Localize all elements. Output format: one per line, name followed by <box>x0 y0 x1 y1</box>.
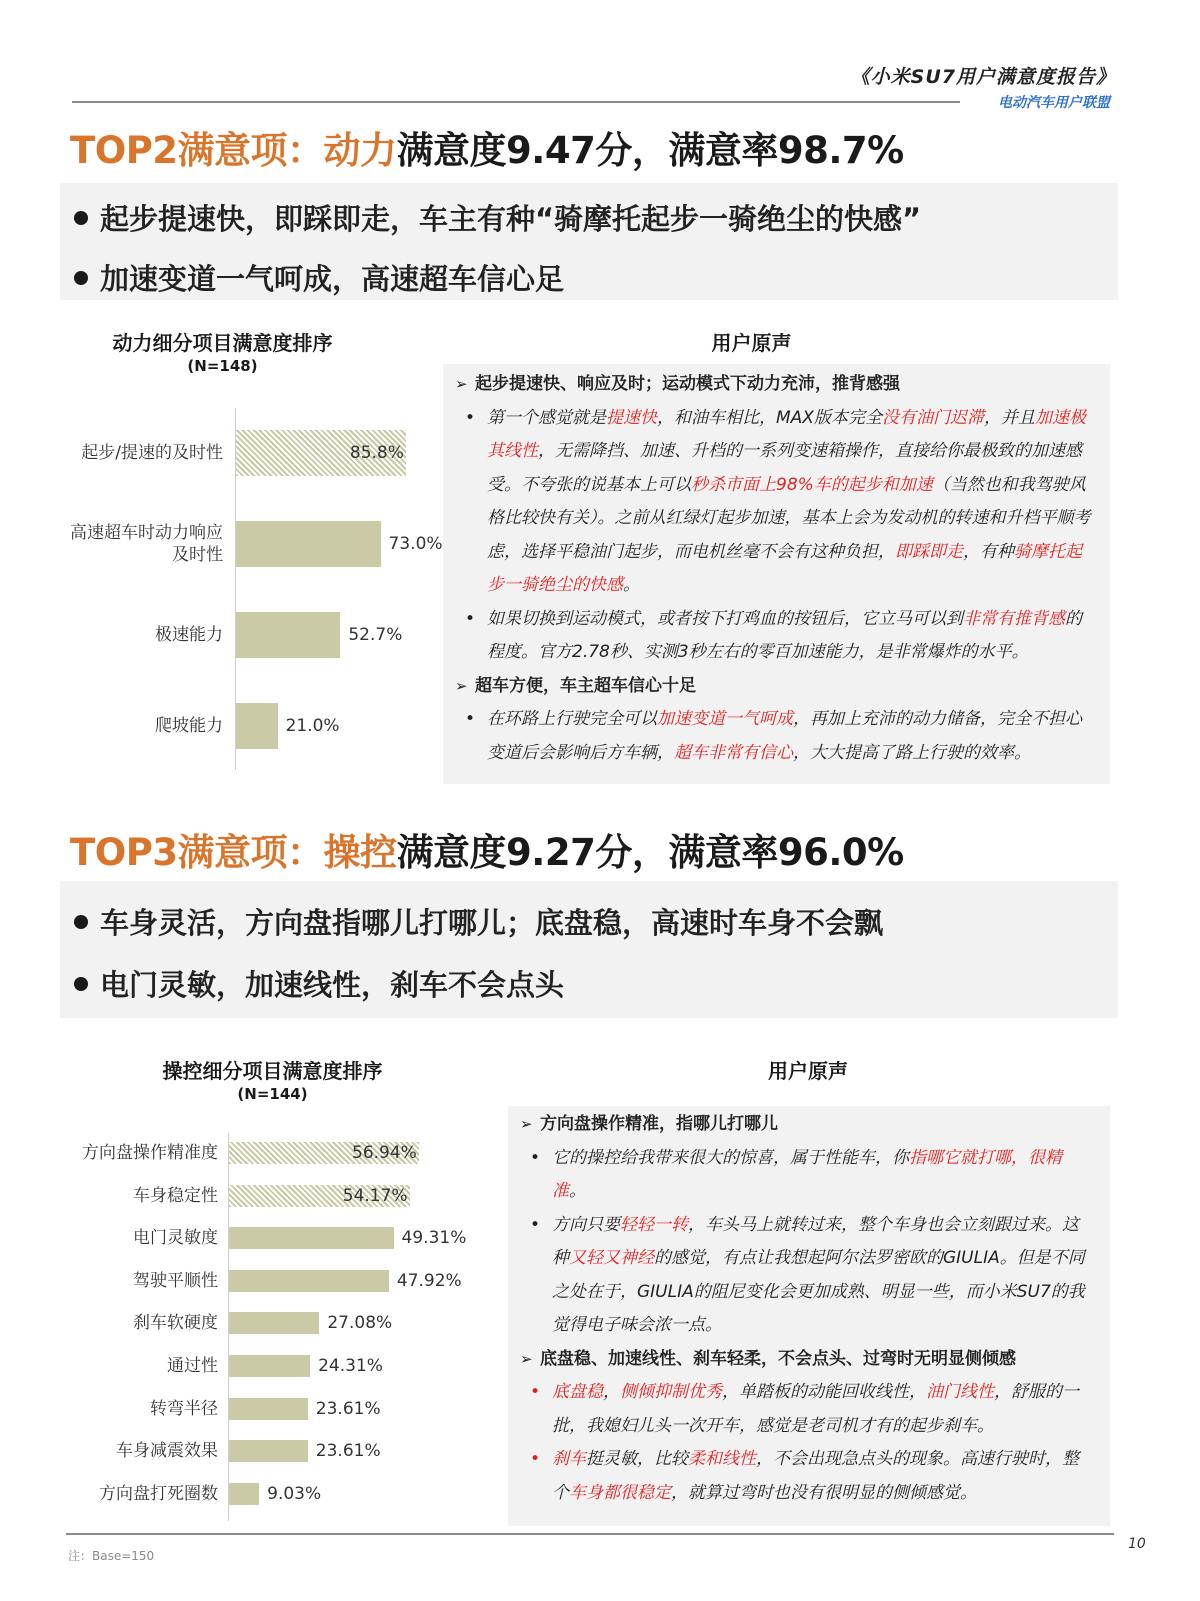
quote-text: ，并且 <box>983 407 1035 428</box>
bar <box>229 1312 319 1334</box>
quote-heading <box>520 1343 1092 1377</box>
quote-text: 起步提速快、响应及时；运动模式下动力充沛，推背感强 <box>475 374 900 394</box>
quote-highlight: 没有油门迟滞 <box>881 407 984 428</box>
bar <box>229 1270 389 1292</box>
quote-heading <box>520 1108 1092 1142</box>
bullet-dot-icon <box>74 977 88 991</box>
quote-text: 超车方便，车主超车信心十足 <box>475 675 696 696</box>
quote-text: ，无需降挡、加速、升档的一系列变速箱操作，直接给你最极致的加速感受。不夸张的说基本上可以 <box>487 441 1082 495</box>
quote-item <box>455 603 1092 670</box>
bar-category-label: 转弯半径 <box>150 1398 218 1419</box>
bar-category-label: 方向盘打死圈数 <box>99 1483 218 1504</box>
section2-highlights <box>60 881 1118 1018</box>
bar-category-label: 方向盘操作精准度 <box>82 1143 218 1163</box>
report-title: 《小米SU7用户满意度报告》 <box>850 66 1116 88</box>
section2-highlight-1: 车身灵活，方向盘指哪儿打哪儿；底盘稳，高速时车身不会飘 <box>74 901 883 942</box>
quote-text: ，单踏板的动能回收线性， <box>722 1382 926 1402</box>
bar-category-label: 极速能力 <box>155 625 223 645</box>
bar-value-label: 85.8% <box>349 443 404 463</box>
quote-text: ，舒服的一批，我媳妇儿头一次开车，感觉是老司机才有的起步刹车。 <box>552 1382 1079 1436</box>
bar <box>236 521 381 567</box>
quote-highlight: 柔和线性 <box>688 1449 756 1469</box>
bar-value-label: 73.0% <box>388 534 443 554</box>
bar-value-label: 9.03% <box>267 1483 322 1504</box>
bar-category-label: 起步/提速的及时性 <box>81 443 223 463</box>
section1-heading-rest: 满意度9.47分，满意率98.7% <box>396 129 904 172</box>
bar-value-label: 27.08% <box>327 1313 393 1334</box>
quote-text: ，大大提高了路上行驶的效率。 <box>793 742 1031 763</box>
quote-text: 在环路上行驶完全可以 <box>487 709 657 729</box>
quote-text: ， <box>603 1382 620 1402</box>
header-divider <box>72 101 960 103</box>
bar-value-label: 56.94% <box>352 1143 417 1163</box>
bar-value-label: 23.61% <box>315 1398 381 1419</box>
quote-heading <box>455 670 1092 704</box>
bullet-dot-icon <box>74 271 88 285</box>
section1-quotes-title: 用户原声 <box>711 331 792 355</box>
quote-item <box>520 1142 1092 1209</box>
quote-text: ，不会出现急点头的现象。高速行驶时，整个 <box>552 1449 1079 1503</box>
bar <box>229 1227 394 1249</box>
bar <box>229 1398 308 1420</box>
bar-value-label: 23.61% <box>315 1441 381 1462</box>
quote-text: （当然也和我驾驶风格比较快有关）。之前从红绿灯起步加速，基本上会为发动机的转速和升档平顺考虑，选择平稳油门起步，而电机丝毫不会有这种负担， <box>487 474 1091 562</box>
page-number: 10 <box>1128 1536 1146 1552</box>
quote-highlight: 车身都很稳定 <box>569 1482 671 1503</box>
quote-item <box>455 402 1092 603</box>
bar <box>236 703 278 749</box>
quote-text: 挺灵敏，比较 <box>586 1449 688 1469</box>
quote-highlight: 骑摩托起步一骑绝尘的快感 <box>487 541 1082 595</box>
quote-highlight: 提速快 <box>606 407 657 428</box>
bar-value-label: 52.7% <box>348 625 403 645</box>
quote-highlight: 底盘稳 <box>552 1382 603 1402</box>
section1-chart-subtitle: (N=148) <box>187 357 258 375</box>
bar-category-label: 驾驶平顺性 <box>133 1270 218 1291</box>
section1-highlights <box>60 183 1118 300</box>
bar-value-label: 24.31% <box>318 1356 383 1376</box>
quote-text: ，和油车相比，MAX版本完全 <box>657 407 882 428</box>
quote-text: 如果切换到运动模式，或者按下打鸡血的按钮后，它立马可以到 <box>487 608 963 629</box>
quote-text: 的感觉，有点让我想起阿尔法罗密欧的GIULIA。但是不同之处在于，GIULIA的阻尼变化会更加成熟、明显一些，而小米SU7的我觉得电子味会浓一点。 <box>552 1248 1085 1335</box>
quote-text: 。 <box>569 1181 586 1201</box>
bullet-dot-icon <box>74 211 88 225</box>
quote-highlight: 非常有推背感 <box>963 608 1065 629</box>
section2-highlight-2: 电门灵敏，加速线性，刹车不会点头 <box>74 963 564 1004</box>
bar-category-label: 通过性 <box>167 1356 218 1376</box>
footer-divider <box>66 1533 1114 1535</box>
quote-text: 。 <box>623 575 640 595</box>
bar-category-label: 高速超车时动力响应及时性 <box>70 523 223 565</box>
bar-category-label: 车身稳定性 <box>133 1185 218 1206</box>
quote-highlight: 刹车 <box>552 1449 586 1469</box>
section2-quotes-list <box>520 1108 1092 1510</box>
org-name: 电动汽车用户联盟 <box>998 95 1110 111</box>
quote-text: 底盘稳、加速线性、刹车轻柔，不会点头、过弯时无明显侧倾感 <box>540 1348 1016 1369</box>
bar-category-label: 车身减震效果 <box>116 1441 218 1462</box>
quote-text: ，再加上充沛的动力储备，完全不担心变道后会影响后方车辆， <box>487 709 1082 763</box>
bar-value-label: 49.31% <box>401 1228 467 1249</box>
bar-category-label: 爬坡能力 <box>155 716 223 736</box>
quote-text: ，有种 <box>963 541 1014 562</box>
quote-text: 它的操控给我带来很大的惊喜，属于性能车，你 <box>552 1147 909 1168</box>
quote-item <box>455 703 1092 770</box>
quote-highlight: 超车非常有信心 <box>674 742 793 763</box>
section2-heading-rest: 满意度9.27分，满意率96.0% <box>396 831 904 874</box>
section1-heading <box>70 120 904 174</box>
section2-heading <box>70 822 904 876</box>
section2-heading-accent: TOP3满意项：操控 <box>70 831 397 874</box>
quote-highlight: 即踩即走 <box>895 541 963 562</box>
section1-highlight-1: 起步提速快，即踩即走，车主有种“骑摩托起步一骑绝尘的快感” <box>74 197 921 238</box>
section2-quotes-box <box>508 1106 1110 1526</box>
quote-item <box>520 1376 1092 1443</box>
quote-text: 第一个感觉就是 <box>487 407 606 428</box>
bar-value-label: 54.17% <box>342 1185 408 1206</box>
quote-highlight: 秒杀市面上98%车的起步和加速 <box>691 474 933 495</box>
section2-chart-subtitle: (N=144) <box>237 1085 308 1103</box>
bar-value-label: 21.0% <box>285 716 340 736</box>
quote-text: ，就算过弯时也没有很明显的侧倾感觉。 <box>671 1482 977 1503</box>
bar-category-label: 刹车软硬度 <box>133 1313 218 1334</box>
bar-value-label: 47.92% <box>396 1270 462 1291</box>
section1-quotes-list <box>455 368 1092 770</box>
quote-heading <box>455 368 1092 402</box>
quote-text: 的程度。官方2.78秒、实测3秒左右的零百加速能力，是非常爆炸的水平。 <box>487 608 1082 662</box>
bar-category-label: 电门灵敏度 <box>133 1228 218 1249</box>
bar <box>229 1483 259 1505</box>
quote-item <box>520 1443 1092 1510</box>
section2-quotes-title: 用户原声 <box>768 1059 848 1083</box>
section2-chart-title: 操控细分项目满意度排序 <box>162 1059 383 1083</box>
quote-text: ，车头马上就转过来，整个车身也会立刻跟过来。这种 <box>552 1214 1079 1268</box>
section1-chart-title: 动力细分项目满意度排序 <box>112 331 333 355</box>
bar <box>236 612 340 658</box>
quote-highlight: 侧倾抑制优秀 <box>620 1382 722 1402</box>
quote-highlight: 加速极其线性 <box>487 407 1086 461</box>
quote-highlight: 又轻又神经 <box>569 1248 654 1268</box>
quote-text: 方向盘操作精准，指哪儿打哪儿 <box>540 1114 778 1134</box>
quote-highlight: 油门线性 <box>926 1382 994 1402</box>
bullet-dot-icon <box>74 915 88 929</box>
quote-highlight: 指哪它就打哪，很精准 <box>552 1147 1062 1201</box>
footnote: 注：Base=150 <box>68 1549 155 1563</box>
bar <box>229 1355 310 1377</box>
quote-text: 方向只要 <box>552 1214 620 1235</box>
quote-highlight: 轻轻一转 <box>620 1214 688 1235</box>
quote-highlight: 加速变道一气呵成 <box>657 709 793 729</box>
section1-highlight-2: 加速变道一气呵成，高速超车信心足 <box>74 257 564 298</box>
bar <box>229 1440 308 1462</box>
section1-heading-accent: TOP2满意项：动力 <box>70 129 397 172</box>
section1-quotes-box <box>443 364 1110 784</box>
quote-item <box>520 1209 1092 1343</box>
